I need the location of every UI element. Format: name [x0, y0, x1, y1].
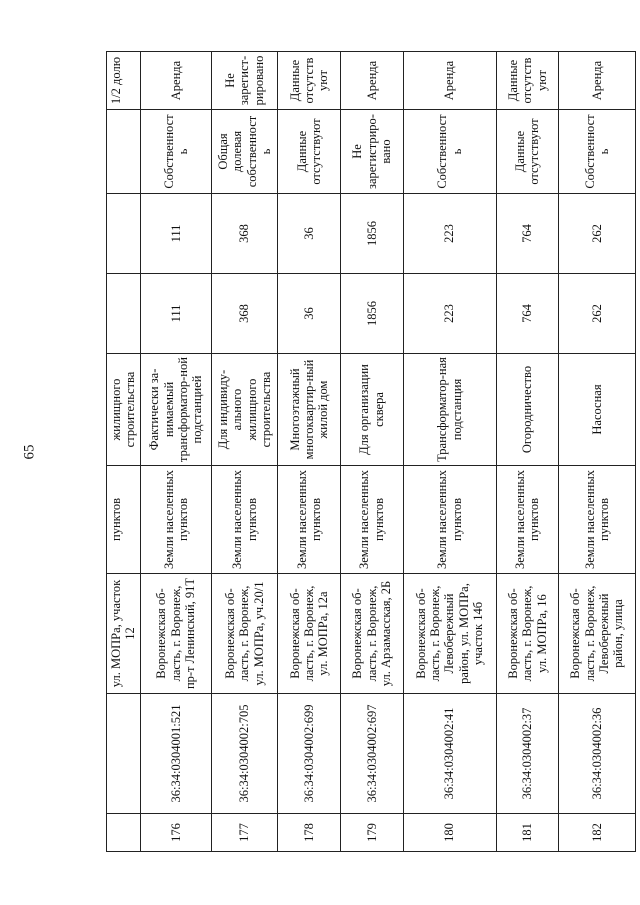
cell-number: 178	[278, 814, 341, 852]
cell-category: Земли населенных пунктов	[141, 466, 212, 574]
table-row	[559, 52, 636, 852]
cell-area-total: 368	[211, 274, 278, 354]
cell-ownership: Собственность	[403, 110, 496, 194]
cell-ownership: Собственность	[141, 110, 212, 194]
cell-number	[107, 814, 141, 852]
cell-number: 181	[496, 814, 559, 852]
cell-address: Воронежская об-ласть, г. Воронеж, ул. МОПРа, 12а	[278, 574, 341, 694]
cell-area-fact: 111	[141, 194, 212, 274]
cell-area-fact	[107, 194, 141, 274]
cell-cadastral: 36:34:0304002:37	[496, 694, 559, 814]
cell-right: Аренда	[403, 52, 496, 110]
cell-ownership: Данные отсутствуют	[278, 110, 341, 194]
cell-cadastral: 36:34:0304002:699	[278, 694, 341, 814]
table-row	[211, 52, 278, 852]
table-row	[341, 52, 404, 852]
cell-cadastral: 36:34:0304001:521	[141, 694, 212, 814]
cell-address: Воронежская об-ласть, г. Воронеж, ул. МОПРа, 16	[496, 574, 559, 694]
cell-right: 1/2 долю	[107, 52, 141, 110]
table-row	[403, 52, 496, 852]
cell-use: Трансформатор-ная подстанция	[403, 354, 496, 466]
table-row	[141, 52, 212, 852]
cell-category: Земли населенных пунктов	[496, 466, 559, 574]
land-registry-table	[106, 51, 636, 852]
page-number: 65	[21, 444, 38, 460]
cell-area-total: 111	[141, 274, 212, 354]
cell-category: Земли населенных пунктов	[278, 466, 341, 574]
cell-area-fact: 223	[403, 194, 496, 274]
cell-number: 180	[403, 814, 496, 852]
cell-number: 177	[211, 814, 278, 852]
cell-use: Многоэтажный многоквартир-ный жилой дом	[278, 354, 341, 466]
cell-area-total: 1856	[341, 274, 404, 354]
cell-area-fact: 36	[278, 194, 341, 274]
cell-category: Земли населенных пунктов	[559, 466, 636, 574]
cell-right: Данные отсутствуют	[278, 52, 341, 110]
rotated-table-wrapper	[106, 52, 636, 852]
cell-address: Воронежская об-ласть, г. Воронеж, пр-т Ленинский, 91Т	[141, 574, 212, 694]
cell-use: Для организации сквера	[341, 354, 404, 466]
cell-use: Для индивиду-ального жилищного строительства	[211, 354, 278, 466]
cell-address: Воронежская об-ласть, г. Воронеж, Левобережный район, ул. МОПРа, участок 14б	[403, 574, 496, 694]
cell-number: 176	[141, 814, 212, 852]
cell-address: Воронежская об-ласть, г. Воронеж, ул. Арзамасская, 2Б	[341, 574, 404, 694]
cell-ownership: Общая долевая собственность	[211, 110, 278, 194]
cell-right: Аренда	[559, 52, 636, 110]
cell-area-fact: 764	[496, 194, 559, 274]
cell-category: пунктов	[107, 466, 141, 574]
cell-right: Аренда	[341, 52, 404, 110]
cell-address: Воронежская об-ласть, г. Воронеж, Левобережный район, улица	[559, 574, 636, 694]
cell-use: Огородничество	[496, 354, 559, 466]
cell-category: Земли населенных пунктов	[341, 466, 404, 574]
cell-category: Земли населенных пунктов	[403, 466, 496, 574]
table-row	[496, 52, 559, 852]
cell-number: 182	[559, 814, 636, 852]
cell-use: жилищного строительства	[107, 354, 141, 466]
cell-use: Фактически за-нимаемый трансформатор-ной подстанцией	[141, 354, 212, 466]
cell-cadastral: 36:34:0304002:697	[341, 694, 404, 814]
cell-area-total: 36	[278, 274, 341, 354]
cell-ownership: Собственность	[559, 110, 636, 194]
cell-number: 179	[341, 814, 404, 852]
cell-right: Аренда	[141, 52, 212, 110]
cell-category: Земли населенных пунктов	[211, 466, 278, 574]
cell-cadastral: 36:34:0304002:41	[403, 694, 496, 814]
cell-right: Данные отсутствуют	[496, 52, 559, 110]
cell-ownership: Не зарегистриро-вано	[341, 110, 404, 194]
cell-area-fact: 368	[211, 194, 278, 274]
cell-cadastral	[107, 694, 141, 814]
land-registry-table-frame	[106, 52, 636, 852]
table-row	[278, 52, 341, 852]
cell-right: Не зарегист-рировано	[211, 52, 278, 110]
cell-area-fact: 262	[559, 194, 636, 274]
cell-area-total: 262	[559, 274, 636, 354]
cell-cadastral: 36:34:0304002:705	[211, 694, 278, 814]
table-row-continuation	[107, 52, 141, 852]
cell-area-total: 223	[403, 274, 496, 354]
cell-use: Насосная	[559, 354, 636, 466]
cell-area-fact: 1856	[341, 194, 404, 274]
cell-area-total	[107, 274, 141, 354]
cell-address: Воронежская об-ласть, г. Воронеж, ул. МОПРа, уч.20/1	[211, 574, 278, 694]
cell-area-total: 764	[496, 274, 559, 354]
cell-address: ул. МОПРа, участок 12	[107, 574, 141, 694]
cell-ownership	[107, 110, 141, 194]
cell-ownership: Данные отсутствуют	[496, 110, 559, 194]
cell-cadastral: 36:34:0304002:36	[559, 694, 636, 814]
